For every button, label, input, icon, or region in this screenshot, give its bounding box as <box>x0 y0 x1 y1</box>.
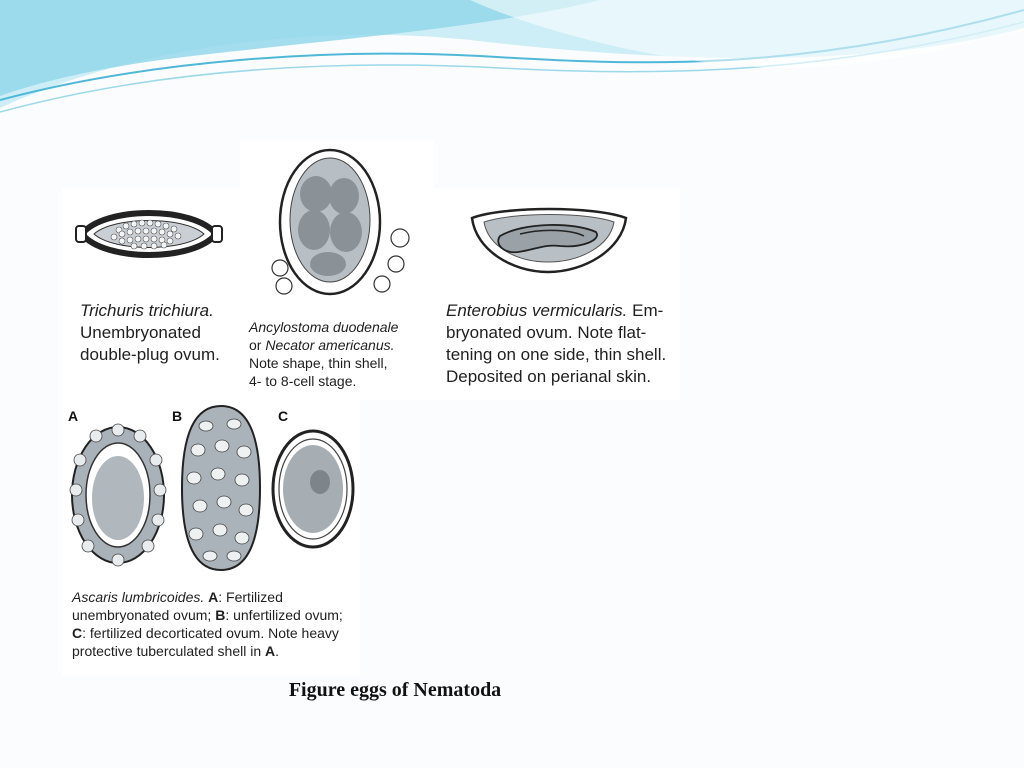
necator-species-name: Necator americanus. <box>265 337 395 353</box>
ancylostoma-species-name: Ancylostoma duodenale <box>249 319 399 335</box>
trichuris-caption-line3: double-plug ovum. <box>80 345 220 364</box>
ancylostoma-caption-line3: Note shape, thin shell, <box>249 355 388 371</box>
enterobius-caption-line2: bryonated ovum. Note flat- <box>446 323 647 342</box>
enterobius-species-name: Enterobius vermicularis. <box>446 301 628 320</box>
figure-caption: Figure eggs of Nematoda <box>288 679 502 701</box>
trichuris-species-name: Trichuris trichiura. <box>80 301 214 320</box>
enterobius-egg-illustration <box>464 200 634 280</box>
ascaris-caption-a-marker: A <box>208 589 219 605</box>
trichuris-caption <box>80 300 220 366</box>
ascaris-species-name: Ascaris lumbricoides. <box>72 589 205 605</box>
ascaris-label-c: C <box>278 408 289 424</box>
ascaris-caption-a-marker-2: A <box>265 643 276 659</box>
ascaris-caption-a-text: : Fertilized <box>218 589 283 605</box>
ascaris-fertilized-egg-a <box>66 420 170 570</box>
ascaris-caption-c-marker: C <box>72 625 83 641</box>
ascaris-caption-c-text: : fertilized decorticated ovum. Note heavy <box>82 625 339 641</box>
ascaris-caption-line4-end: . <box>275 643 280 659</box>
ascaris-label-a: A <box>68 408 79 424</box>
ascaris-caption-line2-pre: unembryonated ovum; <box>72 607 216 623</box>
header-wave-decoration <box>0 0 1024 130</box>
enterobius-caption <box>446 300 666 388</box>
ancylostoma-egg-illustration <box>266 146 416 306</box>
ascaris-label-b: B <box>172 408 183 424</box>
ascaris-caption-line4-pre: protective tuberculated shell in <box>72 643 265 659</box>
enterobius-caption-line1-rest: Em- <box>627 301 664 320</box>
enterobius-caption-line3: tening on one side, thin shell. <box>446 345 667 364</box>
ascaris-unfertilized-egg-b <box>176 402 266 574</box>
ancylostoma-or: or <box>249 337 266 353</box>
ancylostoma-caption <box>249 318 398 390</box>
trichuris-caption-line2: Unembryonated <box>80 323 201 342</box>
ascaris-decorticated-egg-c <box>268 426 358 552</box>
ancylostoma-caption-line4: 4- to 8-cell stage. <box>249 373 357 389</box>
enterobius-caption-line4: Deposited on perianal skin. <box>446 367 652 386</box>
ascaris-caption <box>72 588 343 660</box>
trichuris-egg-illustration <box>74 200 224 270</box>
ascaris-caption-b-text: : unfertilized ovum; <box>225 607 343 623</box>
ascaris-caption-b-marker: B <box>215 607 226 623</box>
